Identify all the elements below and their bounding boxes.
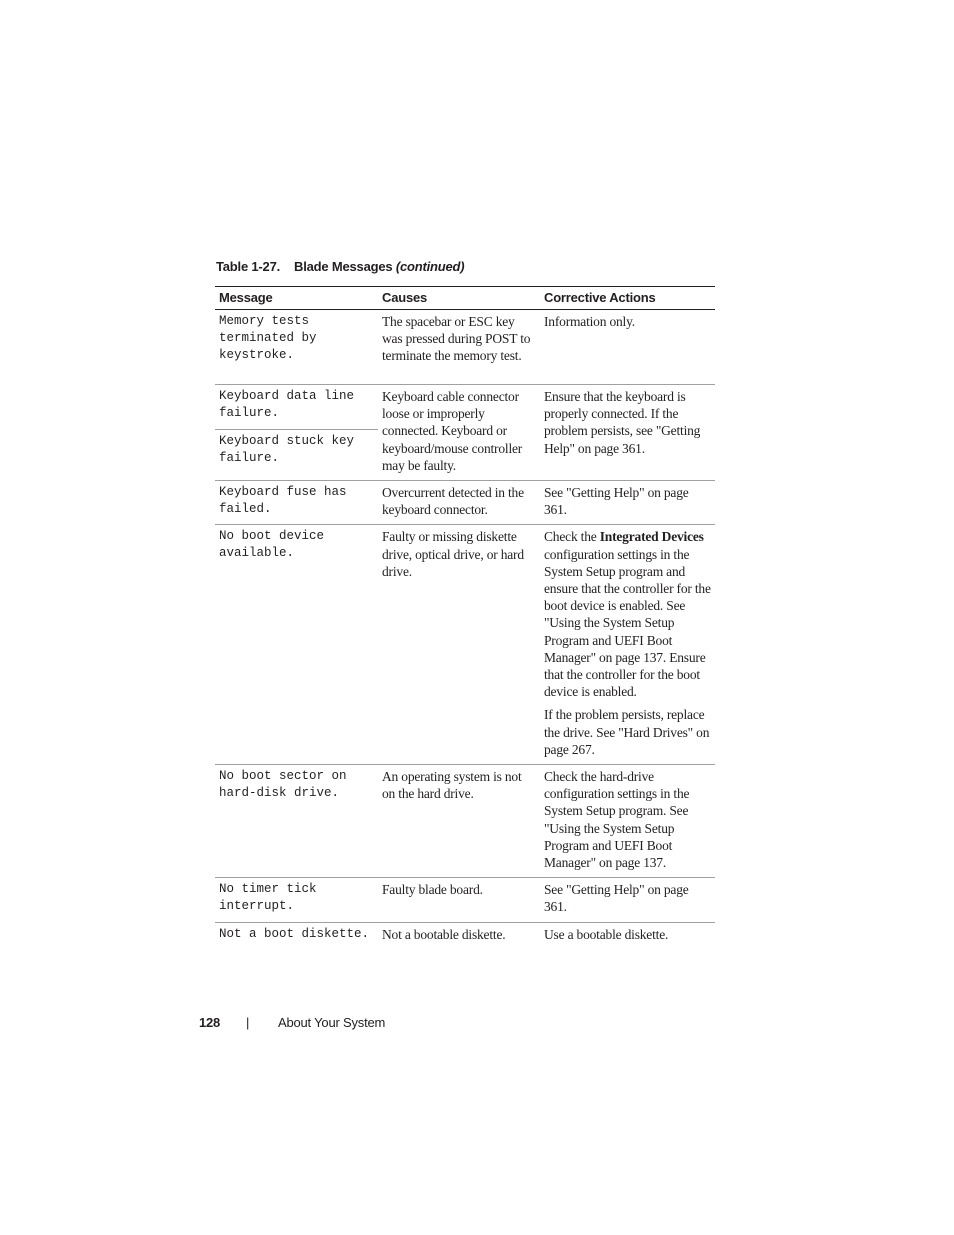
message-cell: No timer tick interrupt. — [215, 878, 378, 922]
table-row — [215, 765, 715, 878]
cause-cell: Faulty blade board. — [378, 878, 540, 922]
action-cell: Use a bootable diskette. — [544, 926, 669, 942]
footer-separator: | — [246, 1015, 250, 1030]
action-cell: Information only. — [540, 310, 715, 385]
table-number: Table 1-27. — [216, 259, 281, 274]
table-header-row — [215, 287, 715, 310]
table-row — [215, 878, 715, 922]
message-cell: No boot device available. — [215, 525, 378, 765]
action-text: Check the — [544, 529, 600, 545]
table-caption — [216, 259, 464, 274]
action-cell: Ensure that the keyboard is properly connected. If the problem persists, see "Getting Help" on page 361. — [540, 385, 715, 481]
header-corrective-actions: Corrective Actions — [540, 287, 715, 310]
footer-section-title: About Your System — [278, 1015, 386, 1030]
cause-cell: Overcurrent detected in the keyboard connector. — [378, 481, 540, 525]
message-cell: No boot sector on hard-disk drive. — [215, 765, 378, 878]
action-cell: Check the hard-drive configuration settings in the System Setup program. See "Using the System Setup Program and UEFI Boot Manager" on page 137. — [540, 765, 715, 878]
action-cell: See "Getting Help" on page 361. — [540, 878, 715, 922]
message-cell: Keyboard stuck key failure. — [215, 429, 378, 480]
action-cell: See "Getting Help" on page 361. — [540, 481, 715, 525]
message-cell: Memory tests terminated by keystroke. — [215, 310, 378, 385]
table-row — [215, 481, 715, 525]
page-number: 128 — [199, 1015, 221, 1030]
message-cell: Keyboard data line failure. — [215, 385, 378, 430]
table-continued-label: (continued) — [395, 259, 465, 274]
table-row — [215, 922, 715, 962]
action-cell — [540, 525, 715, 765]
cause-cell: An operating system is not on the hard drive. — [378, 765, 540, 878]
cause-cell: Faulty or missing diskette drive, optical drive, or hard drive. — [378, 525, 540, 765]
action-paragraph — [544, 528, 711, 700]
table-row — [215, 525, 715, 765]
integrated-devices-label: Integrated Devices — [599, 529, 704, 545]
cause-cell: Not a bootable diskette. — [382, 926, 506, 942]
cause-cell: The spacebar or ESC key was pressed during POST to terminate the memory test. — [378, 310, 540, 385]
message-cell: Not a boot diskette. — [219, 926, 370, 941]
table-title: Blade Messages — [294, 259, 393, 274]
cause-cell: Keyboard cable connector loose or improperly connected. Keyboard or keyboard/mouse controller may be faulty. — [378, 385, 540, 481]
action-paragraph: If the problem persists, replace the drive. See "Hard Drives" on page 267. — [544, 707, 710, 757]
action-text: configuration settings in the System Setup program and ensure that the controller for the boot device is enabled. See "Using the System Setup Program and UEFI Boot Manager" on page 137. Ensure that the controller for the boot device is enabled. — [544, 546, 711, 700]
header-causes: Causes — [378, 287, 540, 310]
blade-messages-table — [215, 286, 715, 962]
message-cell: Keyboard fuse has failed. — [215, 481, 378, 525]
table-row — [215, 310, 715, 385]
table-row — [215, 385, 715, 430]
header-message: Message — [215, 287, 378, 310]
